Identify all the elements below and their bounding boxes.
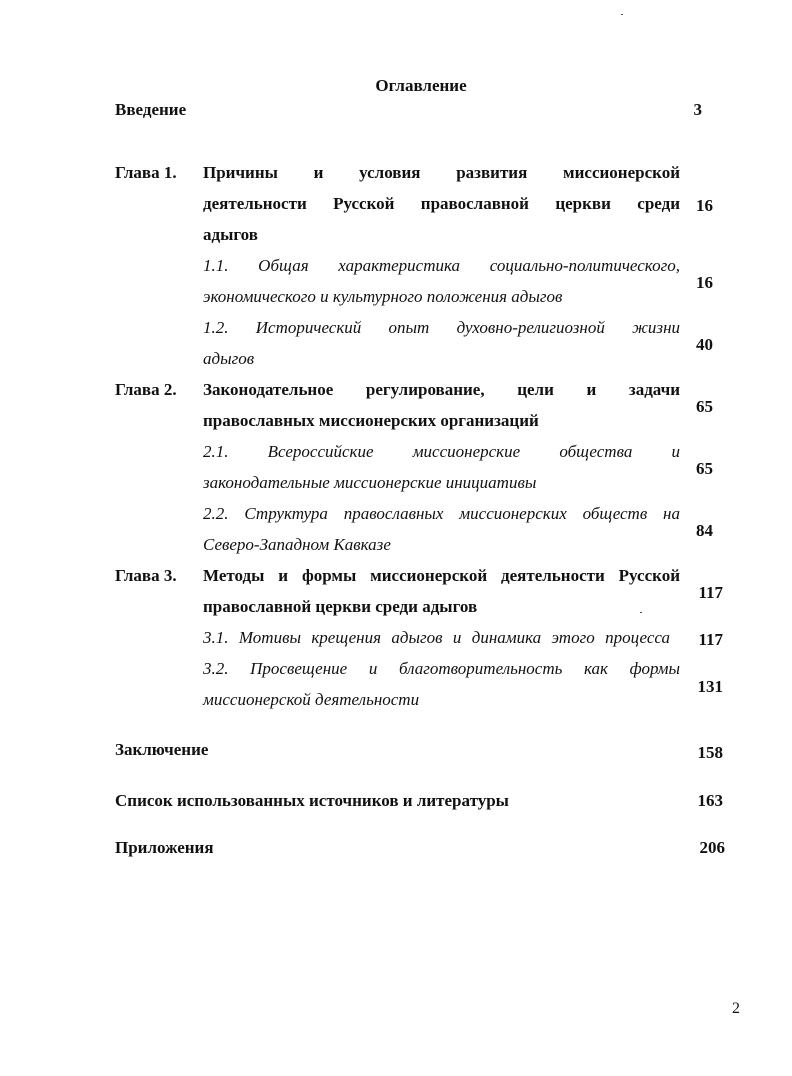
chapter1-title-line2: деятельности Русской православной церкви среди — [203, 194, 680, 213]
chapter2-page: 65 — [696, 397, 713, 416]
toc-conclusion-label: Заключение — [115, 740, 209, 759]
chapter3-page: 117 — [698, 583, 723, 602]
section-3-2-page: 131 — [697, 677, 723, 696]
toc-title: Оглавление — [375, 76, 467, 95]
chapter3-title-line1: Методы и формы миссионерской деятельности Русской — [203, 566, 680, 585]
section-3-2-line2: миссионерской деятельности — [203, 690, 420, 709]
toc-conclusion-page: 158 — [697, 743, 723, 762]
chapter3-title-line2: православной церкви среди адыгов — [203, 597, 478, 616]
section-2-1-line1: 2.1. Всероссийские миссионерские общества и — [203, 442, 680, 461]
page-number: 2 — [732, 1000, 740, 1017]
scan-speck — [621, 14, 623, 15]
section-1-2-line2: адыгов — [203, 349, 255, 368]
toc-intro-label: Введение — [115, 100, 187, 119]
chapter2-label: Глава 2. — [115, 380, 177, 399]
toc-intro-page: 3 — [693, 100, 702, 119]
chapter1-page: 16 — [696, 196, 713, 215]
section-1-1-line1: 1.1. Общая характеристика социально-политического, — [203, 256, 680, 275]
chapter2-title-line2: православных миссионерских организаций — [203, 411, 539, 430]
toc-appendix-page: 206 — [699, 838, 725, 857]
section-1-1-line2: экономического и культурного положения адыгов — [203, 287, 563, 306]
section-2-1-page: 65 — [696, 459, 713, 478]
toc-sources-page: 163 — [697, 791, 723, 810]
section-2-2-line1: 2.2. Структура православных миссионерских обществ на — [203, 504, 680, 523]
scan-speck — [640, 612, 642, 613]
section-1-1-page: 16 — [696, 273, 713, 292]
section-3-2-line1: 3.2. Просвещение и благотворительность как формы — [203, 659, 680, 678]
section-1-2-page: 40 — [696, 335, 713, 354]
section-3-1-line1: 3.1. Мотивы крещения адыгов и динамика этого процесса — [203, 628, 670, 647]
chapter1-label: Глава 1. — [115, 163, 177, 182]
section-3-1-page: 117 — [698, 630, 723, 649]
chapter1-title-line1: Причины и условия развития миссионерской — [203, 163, 680, 182]
chapter2-title-line1: Законодательное регулирование, цели и задачи — [203, 380, 680, 399]
section-1-2-line1: 1.2. Исторический опыт духовно-религиозной жизни — [203, 318, 680, 337]
section-2-2-line2: Северо-Западном Кавказе — [203, 535, 391, 554]
chapter1-title-line3: адыгов — [203, 225, 258, 244]
toc-sources-label: Список использованных источников и литературы — [115, 791, 509, 810]
section-2-1-line2: законодательные миссионерские инициативы — [203, 473, 537, 492]
toc-appendix-label: Приложения — [115, 838, 214, 857]
section-2-2-page: 84 — [696, 521, 713, 540]
chapter3-label: Глава 3. — [115, 566, 177, 585]
